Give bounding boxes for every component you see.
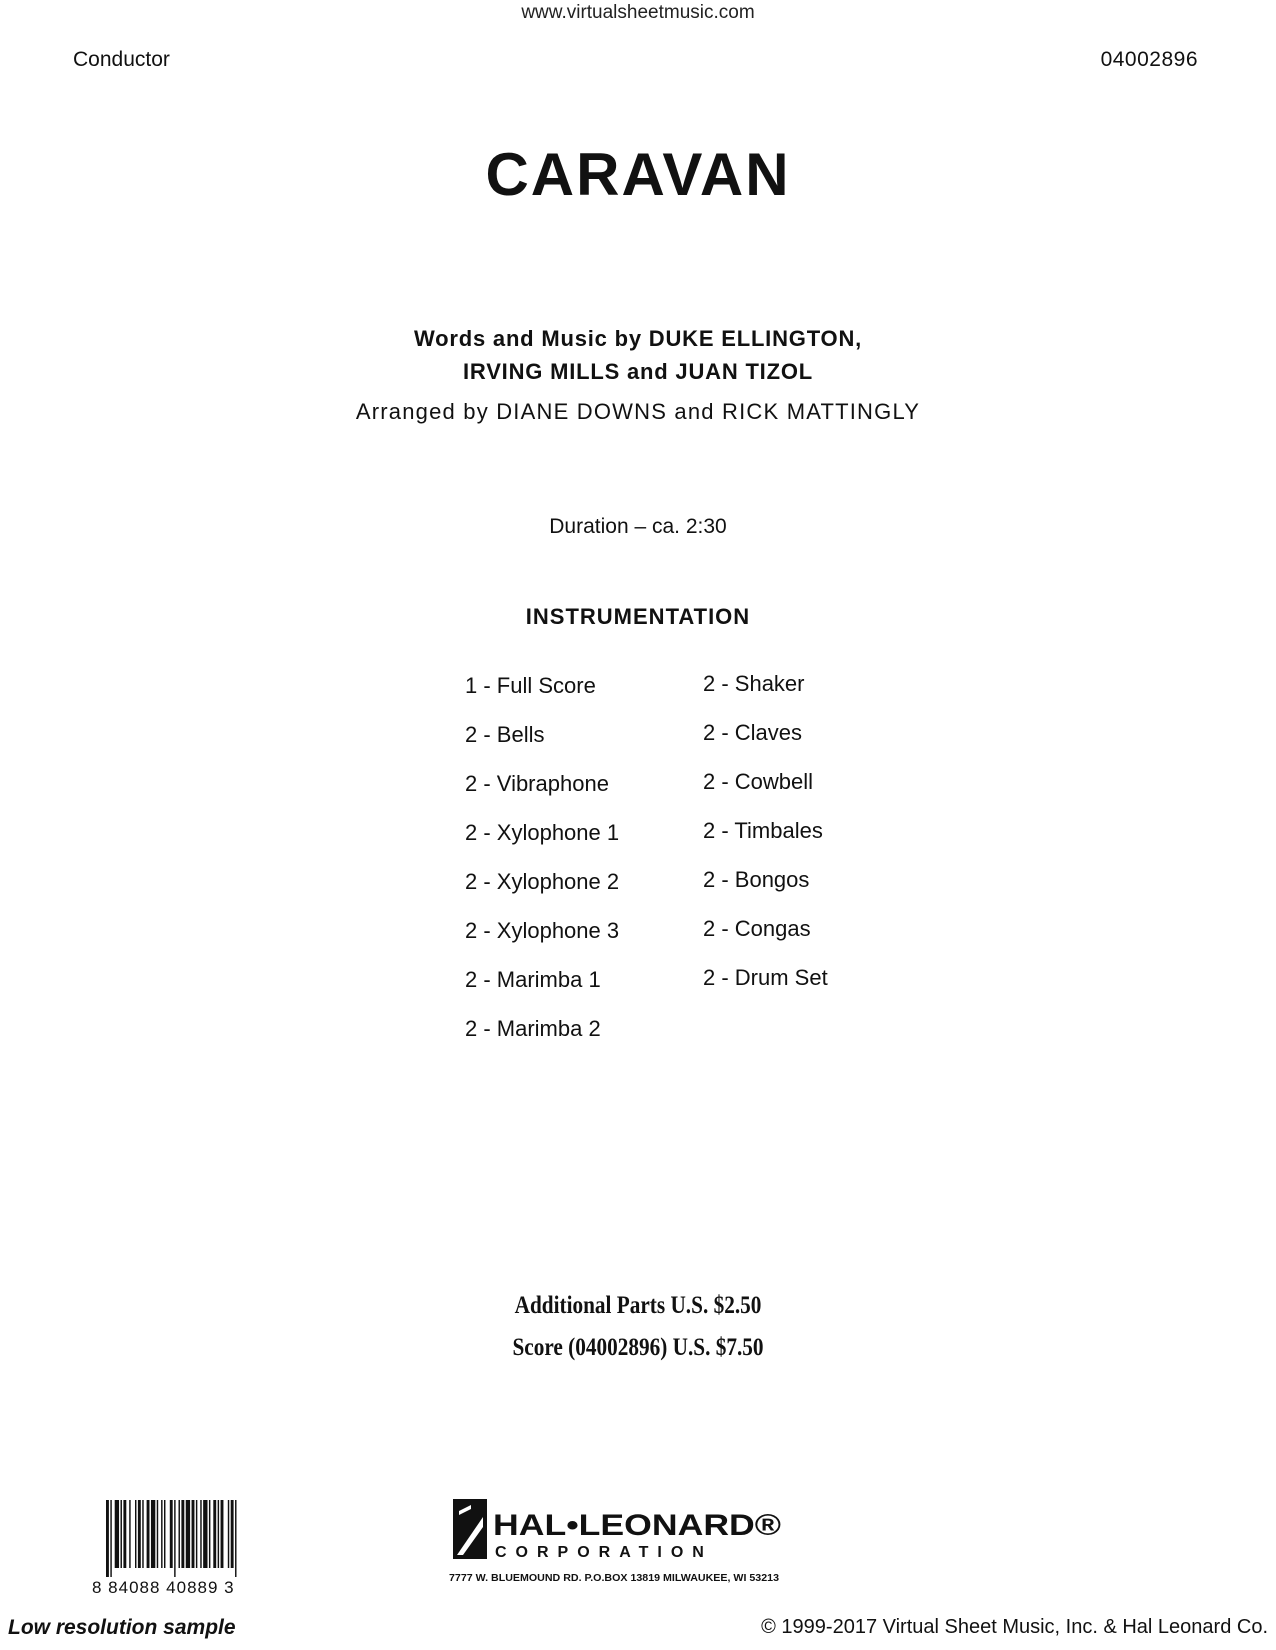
instrument-item: 2 - Xylophone 2 bbox=[465, 869, 620, 894]
instrumentation-heading: INSTRUMENTATION bbox=[525, 604, 751, 629]
copyright: © 1999-2017 Virtual Sheet Music, Inc. & Hal Leonard Co. bbox=[761, 1616, 1268, 1638]
barcode-icon bbox=[106, 1500, 284, 1577]
instrument-list-right bbox=[703, 659, 828, 1002]
instrument-item: 2 - Bongos bbox=[703, 867, 810, 892]
instrument-item: 2 - Xylophone 1 bbox=[465, 820, 620, 845]
publisher-address: 7777 W. BLUEMOUND RD. P.O.BOX 13819 MILWAUKEE, WI 53213 bbox=[449, 1573, 780, 1584]
hal-leonard-logo bbox=[449, 1497, 819, 1587]
instrument-item: 2 - Cowbell bbox=[703, 769, 814, 794]
publisher-corporation: CORPORATION bbox=[495, 1544, 713, 1561]
duration: Duration – ca. 2:30 bbox=[549, 515, 727, 538]
instrument-item: 2 - Xylophone 3 bbox=[465, 918, 620, 943]
hal-leonard-emblem-icon bbox=[453, 1499, 487, 1559]
composer-credit-line1: Words and Music by DUKE ELLINGTON, bbox=[413, 326, 863, 351]
instrument-item: 2 - Vibraphone bbox=[465, 771, 609, 796]
part-label: Conductor bbox=[73, 48, 170, 71]
page-title: CARAVAN bbox=[485, 141, 791, 208]
watermark-url: www.virtualsheetmusic.com bbox=[521, 2, 755, 23]
low-res-note: Low resolution sample bbox=[8, 1616, 236, 1639]
composer-credit-line2: IRVING MILLS and JUAN TIZOL bbox=[463, 359, 813, 384]
instrument-item: 2 - Bells bbox=[465, 722, 545, 747]
catalog-number: 04002896 bbox=[1100, 48, 1198, 71]
instrument-list-left bbox=[465, 661, 619, 1053]
additional-parts-price: Additional Parts U.S. $2.50 bbox=[514, 1292, 762, 1319]
instrument-item: 1 - Full Score bbox=[465, 673, 596, 698]
instrument-item: 2 - Claves bbox=[703, 720, 803, 745]
instrument-item: 2 - Shaker bbox=[703, 671, 805, 696]
instrument-item: 2 - Drum Set bbox=[703, 965, 828, 990]
instrument-item: 2 - Marimba 2 bbox=[465, 1016, 601, 1041]
barcode-number: 8 84088 40889 3 bbox=[92, 1578, 235, 1597]
instrument-item: 2 - Timbales bbox=[703, 818, 823, 843]
instrument-item: 2 - Congas bbox=[703, 916, 811, 941]
instrument-item: 2 - Marimba 1 bbox=[465, 967, 601, 992]
arranger-credit: Arranged by DIANE DOWNS and RICK MATTINGLY bbox=[355, 399, 921, 424]
score-price: Score (04002896) U.S. $7.50 bbox=[512, 1334, 764, 1361]
publisher-name: HAL•LEONARD® bbox=[493, 1509, 781, 1542]
